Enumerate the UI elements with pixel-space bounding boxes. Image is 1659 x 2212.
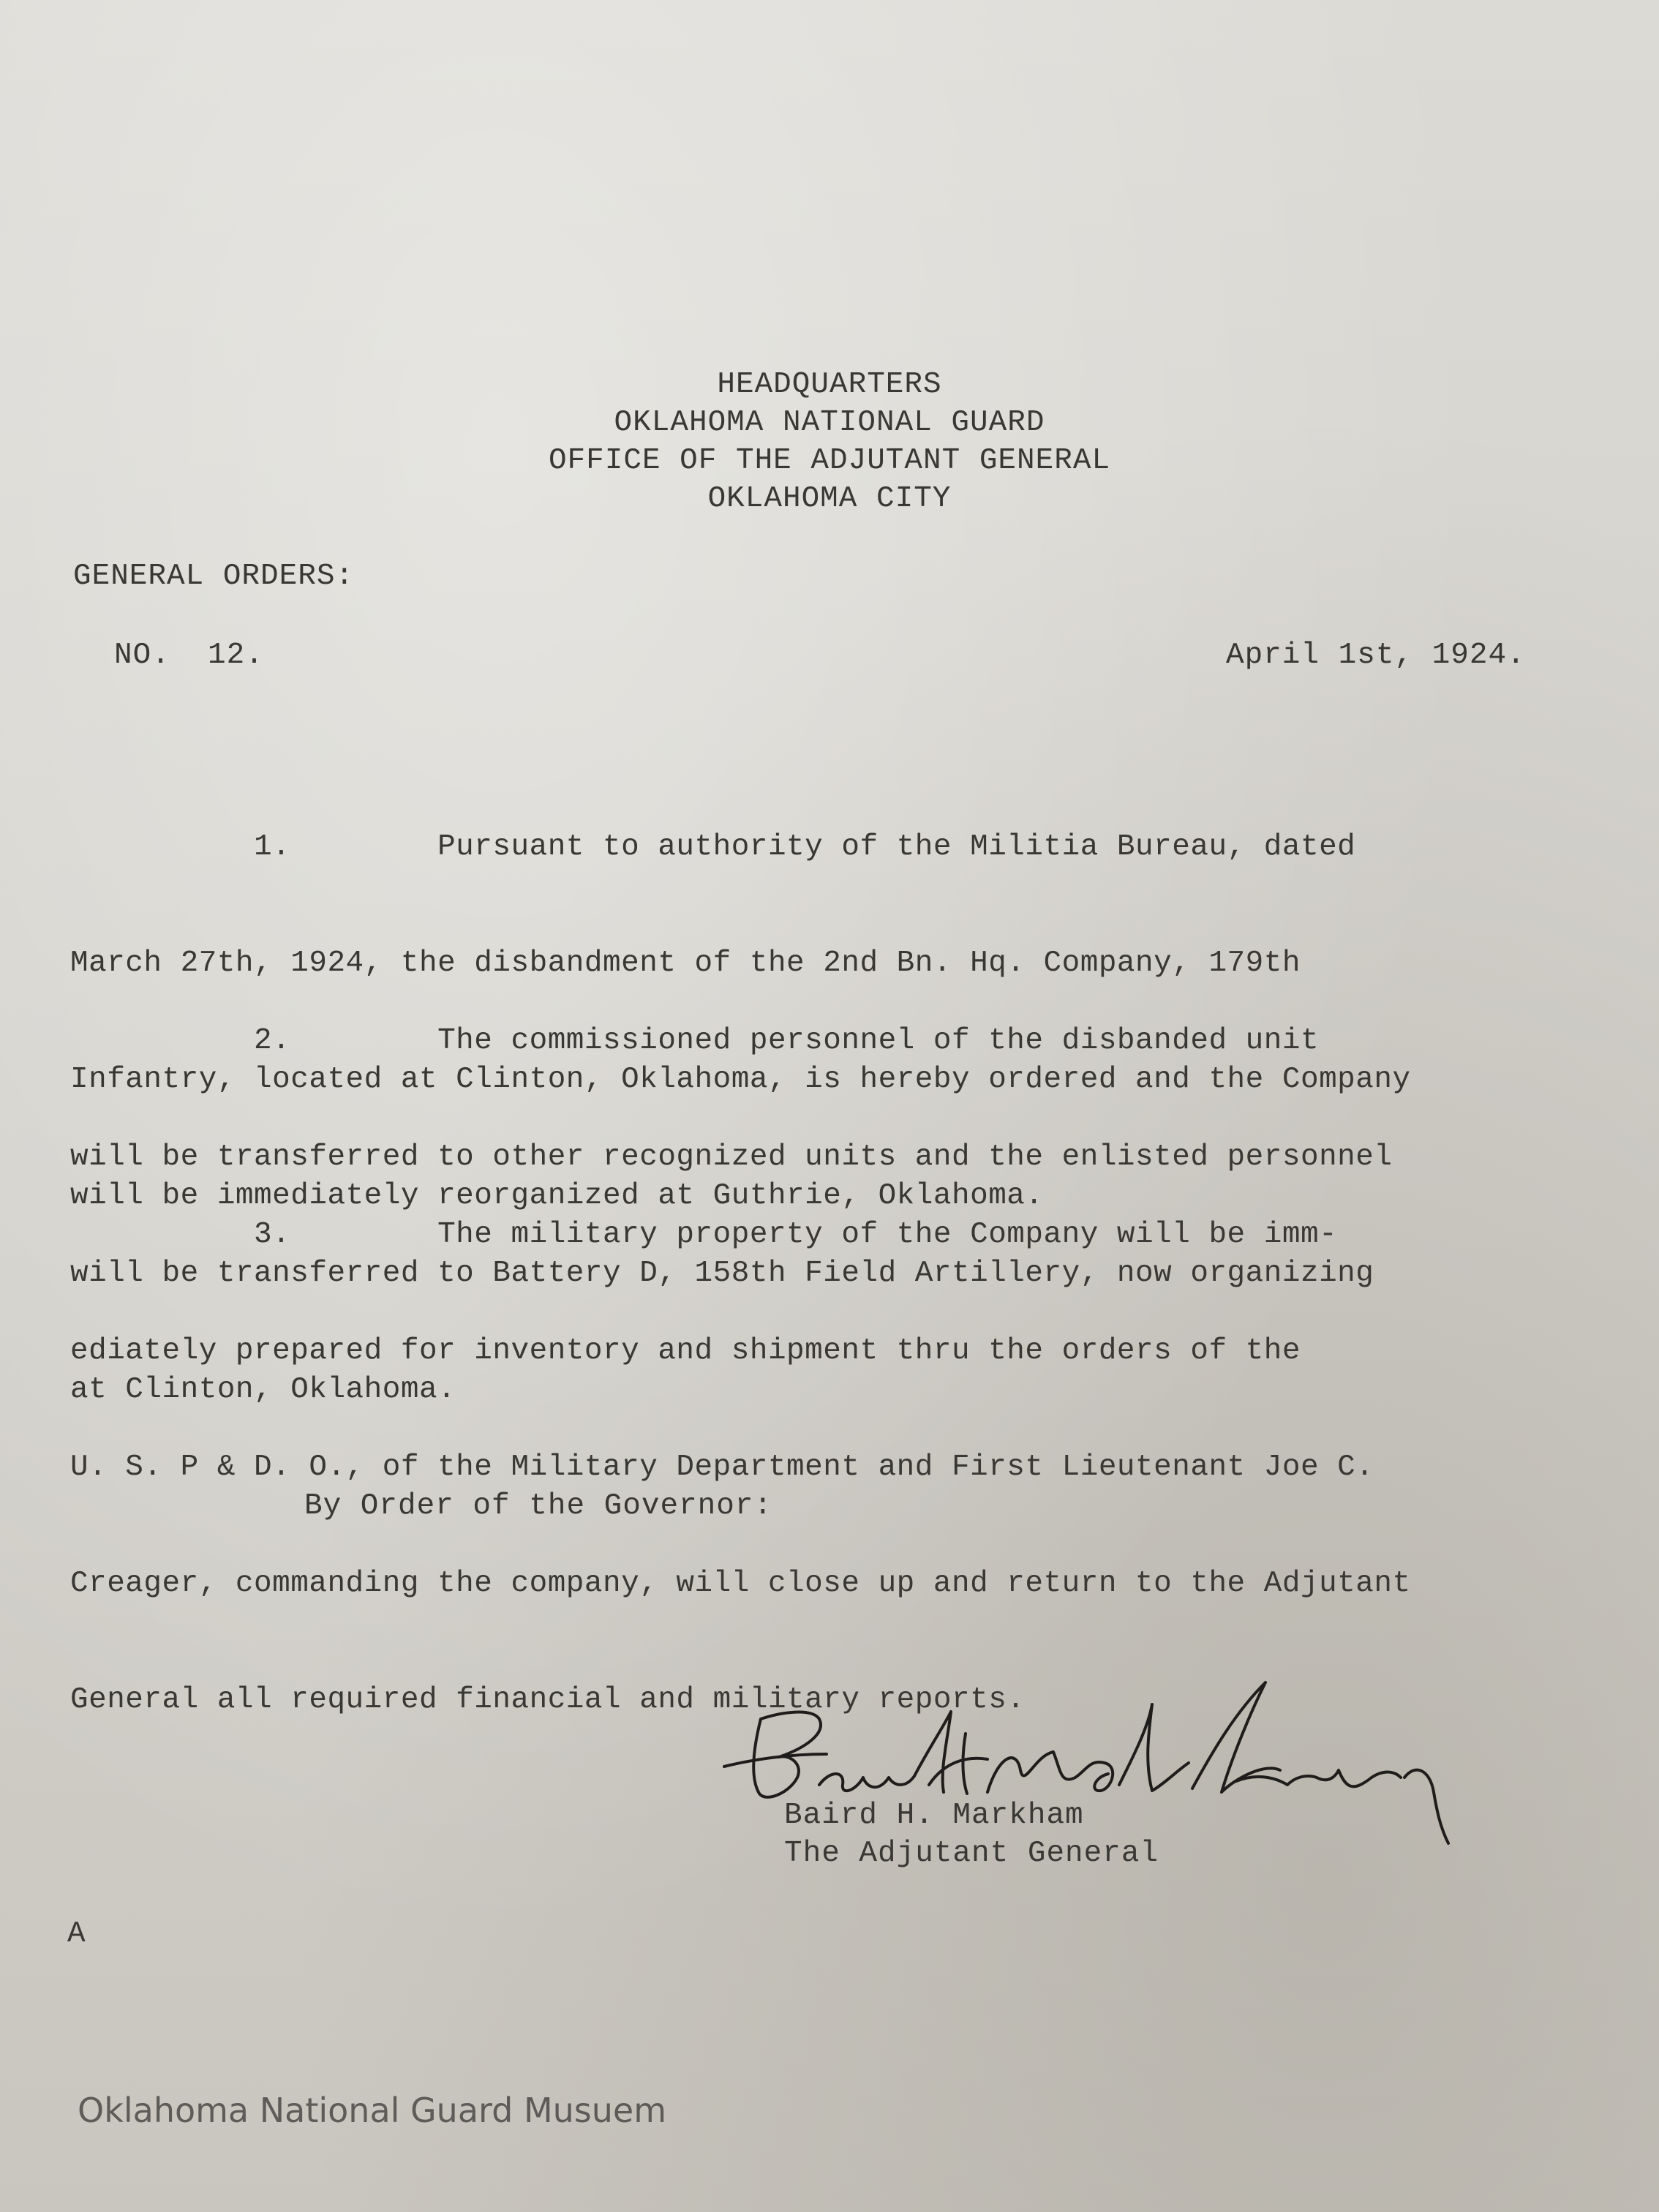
general-orders-label: GENERAL ORDERS: <box>73 560 355 593</box>
letterhead-line: OKLAHOMA NATIONAL GUARD <box>614 406 1045 440</box>
paragraph-line: will be transferred to Battery D, 158th Field Artillery, now organizing <box>70 1257 1374 1290</box>
paragraph-line: 2. The commissioned personnel of the disbanded unit <box>70 1024 1320 1058</box>
paragraph-line: at Clinton, Oklahoma. <box>70 1373 456 1407</box>
typist-initial: A <box>67 1917 86 1951</box>
order-number: NO. 12. <box>114 639 264 672</box>
letterhead-line: OKLAHOMA CITY <box>707 482 952 516</box>
order-date: April 1st, 1924. <box>1226 639 1526 672</box>
paragraph-line: General all required financial and military reports. <box>70 1683 1026 1717</box>
paragraph-line: Infantry, located at Clinton, Oklahoma, is hereby ordered and the Company <box>70 1063 1411 1096</box>
paragraph-line: U. S. P & D. O., of the Military Department and First Lieutenant Joe C. <box>70 1451 1374 1484</box>
museum-watermark: Oklahoma National Guard Musuem <box>78 2091 667 2130</box>
closing-line: By Order of the Governor: <box>304 1489 773 1523</box>
signatory-name: Baird H. Markham <box>784 1799 1084 1832</box>
letterhead-line: OFFICE OF THE ADJUTANT GENERAL <box>548 444 1111 478</box>
paragraph-line: ediately prepared for inventory and shipment thru the orders of the <box>70 1334 1301 1368</box>
paragraph-line: will be transferred to other recognized units and the enlisted personnel <box>70 1140 1393 1174</box>
paragraph-line: Creager, commanding the company, will close up and return to the Adjutant <box>70 1567 1411 1600</box>
letterhead <box>0 366 1659 518</box>
paragraph-line: will be immediately reorganized at Guthrie, Oklahoma. <box>70 1179 1044 1213</box>
letterhead-line: HEADQUARTERS <box>717 368 942 402</box>
paragraph-line: 1. Pursuant to authority of the Militia Bureau, dated <box>70 830 1356 864</box>
signatory-title: The Adjutant General <box>784 1837 1159 1870</box>
paragraph-line: March 27th, 1924, the disbandment of the 2nd Bn. Hq. Company, 179th <box>70 947 1301 980</box>
paragraph-line: 3. The military property of the Company will be imm- <box>70 1218 1338 1252</box>
